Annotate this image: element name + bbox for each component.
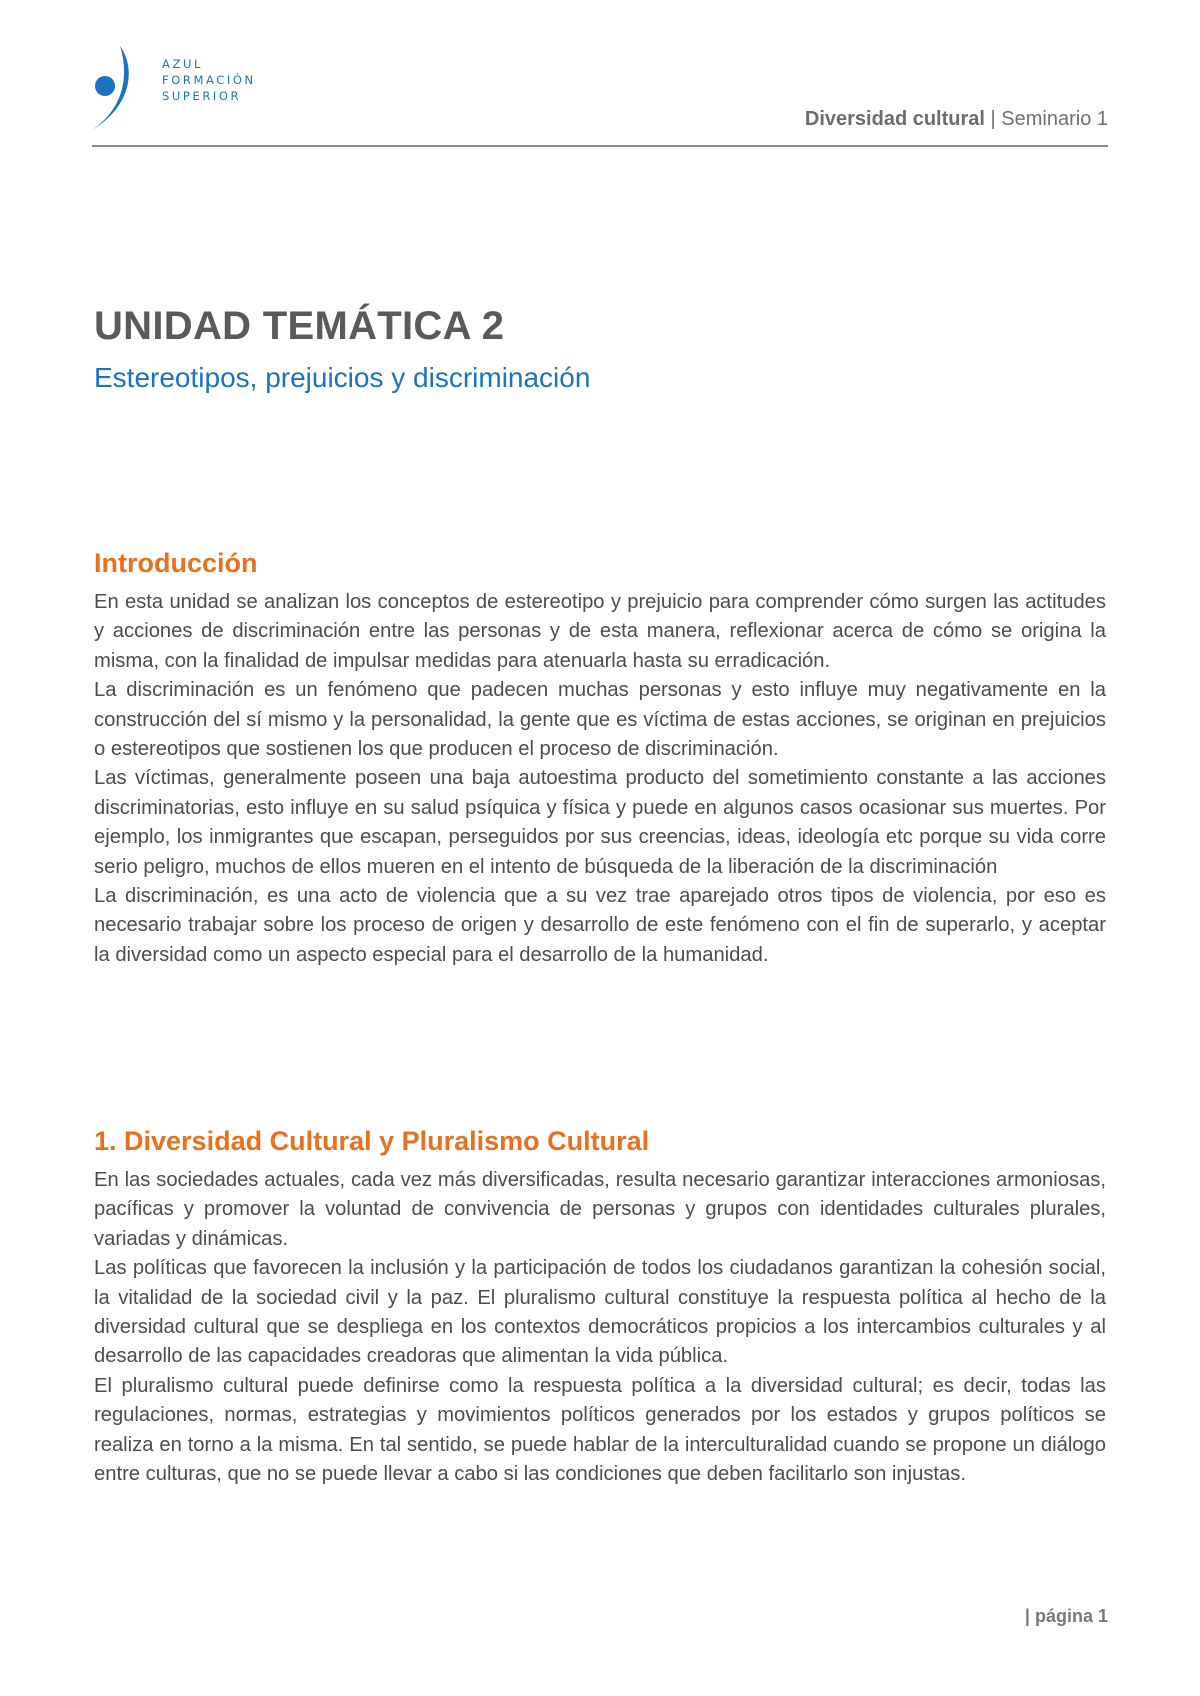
paragraph: La discriminación es un fenómeno que padecen muchas personas y esto influye muy negativamente en la construcción del sí mismo y la personalidad, la gente que es víctima de estas acciones, se originan en prejuicios o estereotipos que sostienen los que producen el proceso de discriminación.: [94, 679, 1106, 761]
page-label: página 1: [1034, 1606, 1108, 1626]
paragraph: En esta unidad se analizan los conceptos de estereotipo y prejuicio para comprender cómo surgen las actitudes y acciones de discriminación entre las personas y de esta manera, reflexionar acerca de cómo se origina la misma, con la finalidad de impulsar medidas para atenuarla hasta su erradicación.: [94, 591, 1106, 672]
paragraph: Las políticas que favorecen la inclusión y la participación de todos los ciudadanos garantizan la cohesión social, la vitalidad de la sociedad civil y la paz. El pluralismo cultural constituye la respuesta política al hecho de la diversidad cultural que se despliega en los contextos democráticos propicios a los intercambios culturales y al desarrollo de las capacidades creadoras que alimentan la vida pública.: [94, 1257, 1106, 1368]
azul-logo-icon: [92, 46, 162, 136]
section-heading: Introducción: [94, 548, 258, 578]
unit-subtitle: Estereotipos, prejuicios y discriminación: [94, 362, 591, 393]
section-diversidad-cultural: [94, 1124, 1106, 1489]
paragraph: En las sociedades actuales, cada vez más diversificadas, resulta necesario garantizar interacciones armoniosas, pacíficas y promover la voluntad de convivencia de personas y grupos con identidades culturales plurales, variadas y dinámicas.: [94, 1169, 1106, 1250]
logo-line-2: FORMACIÓN: [162, 73, 256, 87]
section-heading: 1. Diversidad Cultural y Pluralismo Cultural: [94, 1126, 650, 1156]
running-head: [805, 108, 1108, 131]
logo-line-1: AZUL: [162, 57, 203, 71]
seminar-label: Seminario 1: [1001, 108, 1108, 130]
paragraph: El pluralismo cultural puede definirse como la respuesta política a la diversidad cultural; es decir, todas las regulaciones, normas, estrategias y movimientos políticos generados por los estados y grupos políticos se realiza en torno a la misma. En tal sentido, se puede hablar de la interculturalidad cuando se propone un diálogo entre culturas, que no se puede llevar a cabo si las condiciones que deben facilitarlo son injustas.: [94, 1374, 1106, 1486]
paragraph: Las víctimas, generalmente poseen una baja autoestima producto del sometimiento constante a las acciones discriminatorias, esto influye en su salud psíquica y física y puede en algunos casos ocasionar sus muertes. Por ejemplo, los inmigrantes que escapan, perseguidos por sus creencias, ideas, ideología etc porque su vida corre serio peligro, muchos de ellos mueren en el intento de búsqueda de la liberación de la discriminación: [94, 767, 1106, 878]
header-separator: |: [990, 108, 996, 130]
logo-line-3: SUPERIOR: [162, 89, 242, 103]
header-rule: [92, 145, 1108, 147]
course-title: Diversidad cultural: [804, 108, 985, 130]
logo-wordmark: [162, 56, 256, 104]
azul-logo: [92, 46, 272, 146]
paragraph: La discriminación, es una acto de violencia que a su vez trae aparejado otros tipos de violencia, por eso es necesario trabajar sobre los proceso de origen y desarrollo de este fenómeno con el fin de superarlo, y aceptar la diversidad como un aspecto especial para el desarrollo de la humanidad.: [94, 885, 1106, 966]
page-number: [1025, 1606, 1108, 1627]
unit-title: UNIDAD TEMÁTICA 2: [94, 304, 505, 348]
footer-separator: |: [1024, 1606, 1030, 1626]
section-introduccion: [94, 546, 1106, 970]
